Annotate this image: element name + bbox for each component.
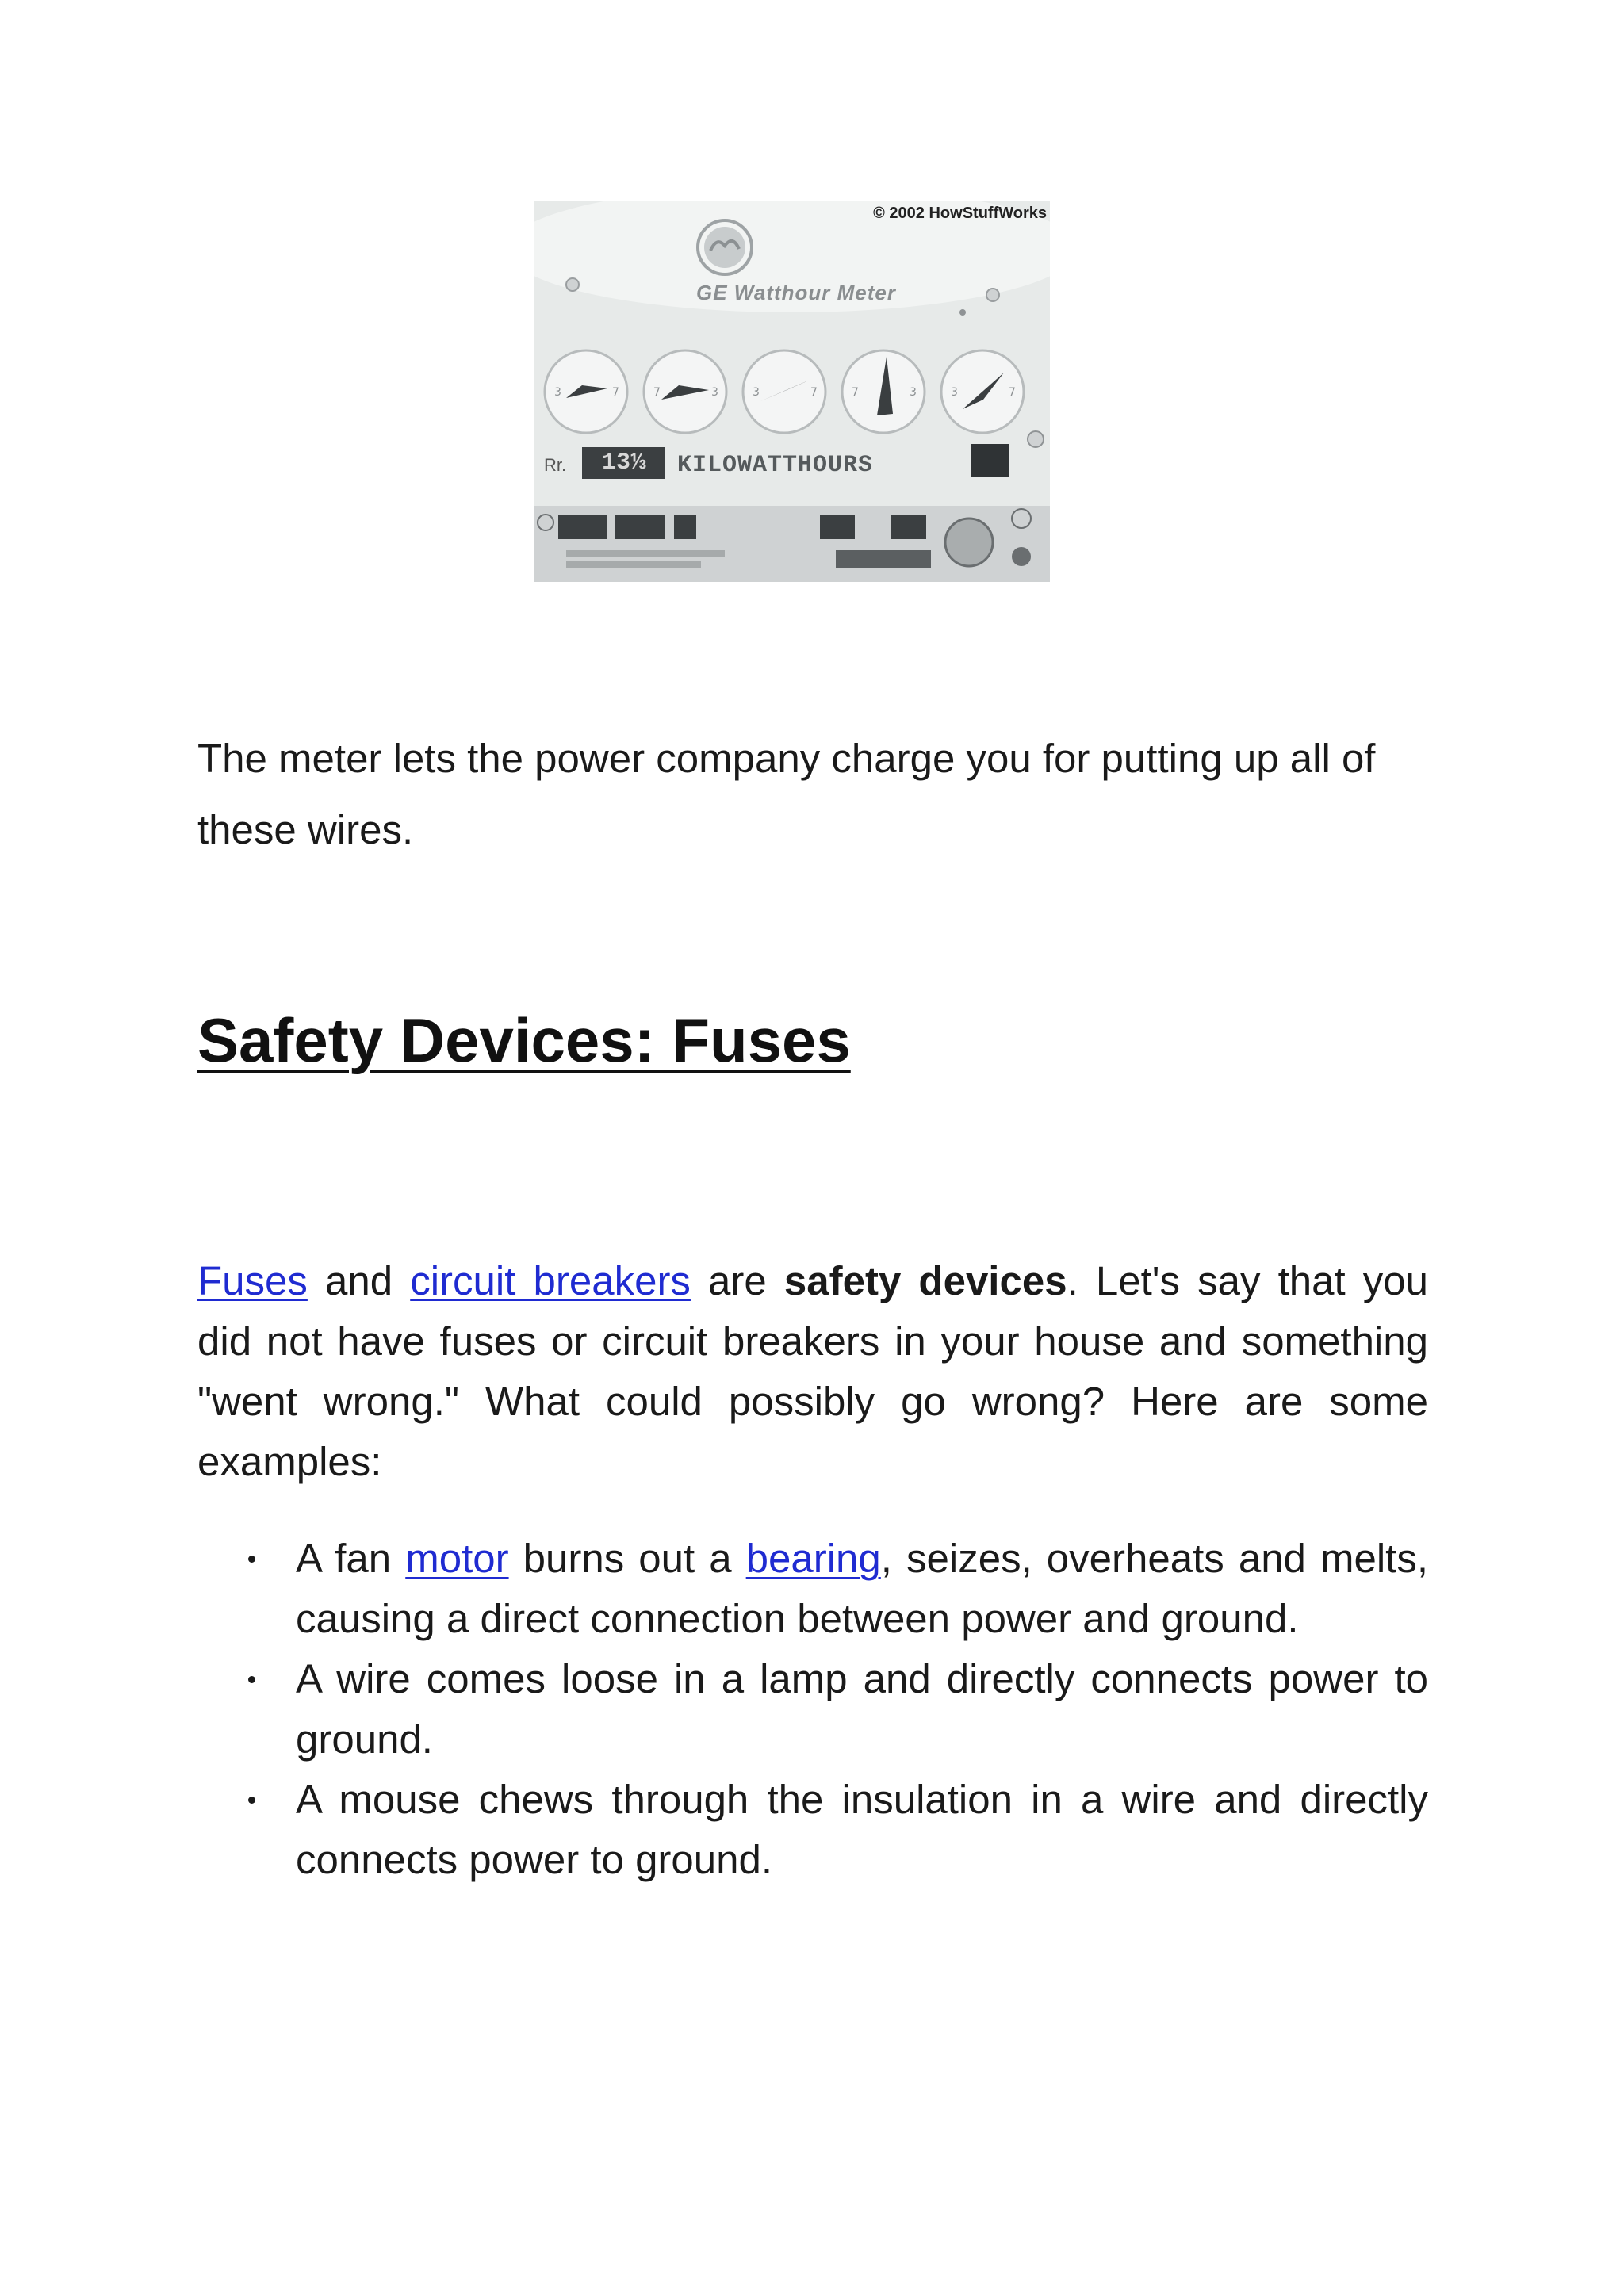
meter-dials <box>545 350 1024 433</box>
svg-text:7: 7 <box>653 386 661 399</box>
photo-copyright: © 2002 HowStuffWorks <box>873 205 1047 222</box>
examples-list <box>197 1529 1428 1890</box>
meter-paragraph: The meter lets the power company charge you for putting up all of these wires. <box>197 736 1376 852</box>
svg-text:7: 7 <box>852 386 859 399</box>
safety-devices-term: safety devices <box>783 1258 1067 1303</box>
svg-text:3: 3 <box>910 386 917 399</box>
item1-mid: burns out a <box>508 1536 746 1581</box>
list-item <box>197 1529 1428 1649</box>
svg-text:7: 7 <box>1009 386 1016 399</box>
fuses-link[interactable]: Fuses <box>197 1258 308 1303</box>
meter-brand-label: GE Watthour Meter <box>696 281 896 304</box>
bearing-link[interactable]: bearing <box>745 1536 881 1581</box>
ge-logo-icon <box>698 220 752 274</box>
item3-text: A mouse chews through the insulation in a wire and directly connects power to ground. <box>296 1777 1428 1882</box>
circuit-breakers-link[interactable]: circuit breakers <box>410 1258 691 1303</box>
item1-post: , seizes, overheats and melts, causing a direct connection between power and ground. <box>296 1536 1428 1641</box>
motor-link[interactable]: motor <box>405 1536 509 1581</box>
item2-text: A wire comes loose in a lamp and directly connects power to ground. <box>296 1656 1428 1762</box>
electric-meter-photo <box>534 201 1050 582</box>
meter-illustration <box>534 201 1050 582</box>
section-heading: Safety Devices: Fuses <box>197 1005 851 1075</box>
svg-text:3: 3 <box>951 386 958 399</box>
svg-text:3: 3 <box>753 386 760 399</box>
svg-text:3: 3 <box>554 386 561 399</box>
meter-register-label: Rr. <box>544 455 567 475</box>
bullet-icon <box>248 1797 255 1804</box>
svg-text:7: 7 <box>612 386 619 399</box>
intro-text-are: are <box>690 1258 784 1303</box>
svg-text:7: 7 <box>810 386 818 399</box>
item1-pre: A fan <box>296 1536 406 1581</box>
intro-text-and: and <box>307 1258 411 1303</box>
intro-text-rest: . Let's say that you did not have fuses or circuit breakers in your house and something "went wrong." What could possibly go wrong? Here are some examples: <box>197 1258 1428 1484</box>
bullet-icon <box>248 1676 255 1683</box>
meter-register-value: 13⅓ <box>582 447 665 479</box>
list-item <box>197 1770 1428 1890</box>
intro-paragraph <box>197 1251 1428 1492</box>
bullet-icon <box>248 1556 255 1563</box>
svg-text:3: 3 <box>711 386 718 399</box>
list-item <box>197 1649 1428 1770</box>
meter-unit-label: KILOWATTHOURS <box>677 452 874 479</box>
